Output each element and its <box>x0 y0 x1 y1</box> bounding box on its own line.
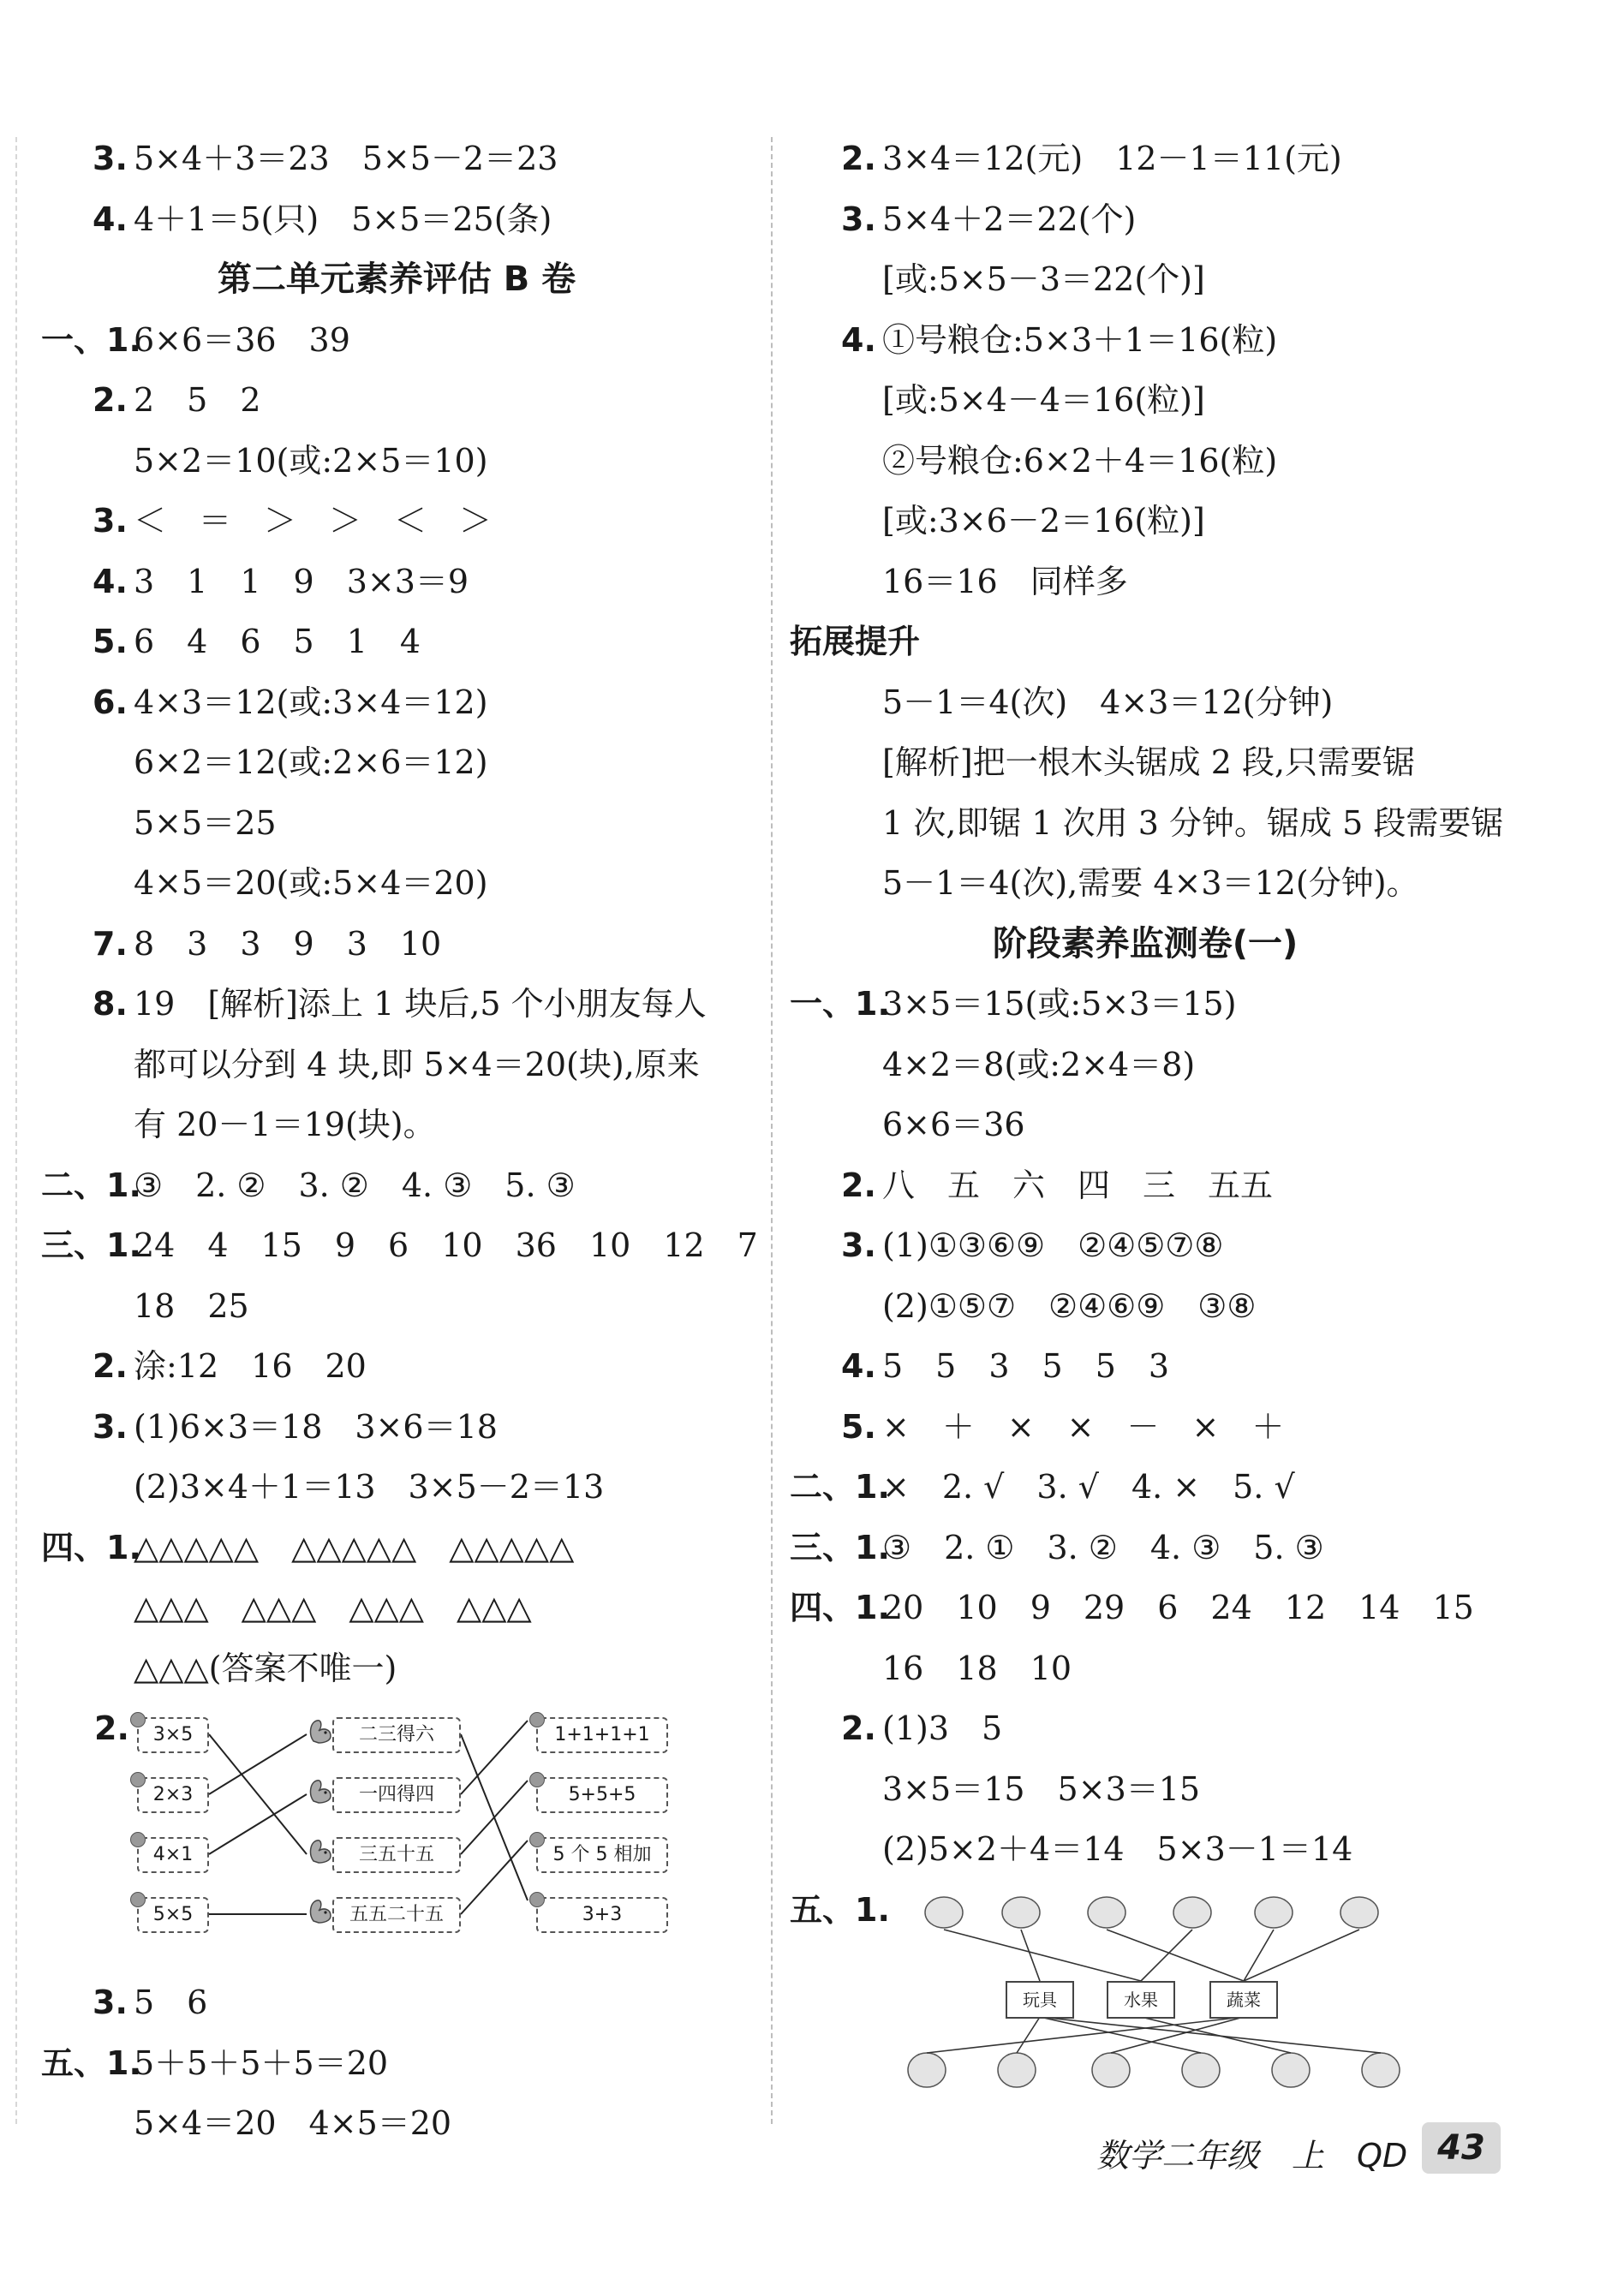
answer-line <box>790 1457 1501 1518</box>
answer-text: (2)①⑤⑦ ②④⑥⑨ ③⑧ <box>882 1286 1257 1325</box>
answer-text: 6×6＝36 39 <box>134 320 350 359</box>
match-box-right: 5 个 5 相加 <box>536 1837 668 1873</box>
answer-text: ③ 2. ① 3. ② 4. ③ 5. ③ <box>882 1528 1324 1566</box>
answer-text: △△△(答案不唯一) <box>134 1649 397 1687</box>
answer-line <box>41 1972 752 2033</box>
question-number: 4. <box>93 562 128 600</box>
match-box-right: 1+1+1+1 <box>536 1717 668 1753</box>
subsection-heading: 拓展提升 <box>790 623 921 660</box>
answer-text: [解析]把一根木头锯成 2 段,只需要锯 <box>882 743 1416 781</box>
carrot-icon <box>1255 1897 1293 1928</box>
squirrel-icon <box>308 1775 334 1805</box>
question-number: 3. <box>841 200 876 238</box>
answer-text: 4＋1＝5(只) 5×5＝25(条) <box>134 200 552 238</box>
answer-line <box>790 1518 1501 1578</box>
answer-line <box>790 672 1501 733</box>
category-box: 蔬菜 <box>1209 1981 1278 2019</box>
answer-line <box>41 1155 752 1216</box>
answer-text: 24 4 15 9 6 10 36 10 12 7 <box>134 1226 758 1264</box>
eggplant-icon <box>1340 1897 1378 1928</box>
answer-text: 5 6 <box>134 1984 208 2021</box>
answer-line <box>790 1095 1501 1155</box>
question-number: 一、1. <box>41 320 141 359</box>
pin-icon <box>130 1832 146 1847</box>
answer-text: 20 10 9 29 6 24 12 14 15 <box>882 1589 1474 1626</box>
strawberry-icon <box>1272 2053 1310 2087</box>
classify-line <box>1141 1930 1192 1981</box>
pin-icon <box>529 1832 545 1847</box>
question-number: 五、1. <box>41 2043 141 2082</box>
classify-line <box>1017 2017 1040 2053</box>
answer-text: 5×5＝25 <box>134 803 277 842</box>
answer-text: 8 3 3 9 3 10 <box>134 924 442 963</box>
answer-text: (1)3 5 <box>882 1709 1003 1747</box>
answer-text: 18 25 <box>134 1286 249 1325</box>
question-number: 四、1. <box>41 1528 141 1566</box>
answer-text: 4×5＝20(或:5×4＝20) <box>134 864 488 902</box>
question-number: 4. <box>841 320 876 359</box>
question-number: 二、1. <box>41 1166 141 1204</box>
answer-text: 5×2＝10(或:2×5＝10) <box>134 441 488 480</box>
question-number: 5. <box>841 1407 876 1446</box>
answer-text: 八 五 六 四 三 五五 <box>882 1166 1274 1204</box>
match-box-right: 5+5+5 <box>536 1777 668 1813</box>
answer-line <box>790 552 1501 612</box>
answer-line <box>41 491 752 552</box>
answer-text: [或:3×6－2＝16(粒)] <box>882 502 1205 540</box>
classify-line <box>1021 1930 1040 1981</box>
page-edge <box>15 137 17 2124</box>
pin-icon <box>130 1712 146 1727</box>
classify-line <box>1107 1930 1244 1981</box>
answer-line <box>41 1215 758 1276</box>
answer-text: (1)①③⑥⑨ ②④⑤⑦⑧ <box>882 1226 1224 1264</box>
dragon-toy-icon <box>1362 2053 1400 2087</box>
classify-line <box>1244 1930 1274 1981</box>
answer-line <box>41 370 752 431</box>
classify-line <box>944 1930 1141 1981</box>
answer-line <box>790 974 1501 1035</box>
answer-text: ②号粮仓:6×2＋4＝16(粒) <box>882 441 1278 480</box>
answer-line <box>41 672 752 733</box>
vegetable-icon <box>1092 2053 1130 2087</box>
question-number: 8. <box>93 985 128 1023</box>
question-number: 3. <box>93 502 128 540</box>
answer-text: 2 5 2 <box>134 381 261 419</box>
answer-text: 5×4＝20 4×5＝20 <box>134 2104 452 2142</box>
question-number: 一、1. <box>790 985 890 1023</box>
answer-line <box>41 1518 752 1578</box>
question-number: 四、1. <box>790 1589 890 1626</box>
category-box: 玩具 <box>1006 1981 1074 2019</box>
answer-line <box>790 1578 1501 1638</box>
classify-line <box>1244 1930 1359 1981</box>
answer-line <box>41 1336 752 1397</box>
match-box-middle: 二三得六 <box>332 1717 461 1753</box>
peach-icon <box>1173 1897 1211 1928</box>
answer-text: 有 20－1＝19(块)。 <box>134 1106 436 1143</box>
cat-toy-icon <box>1182 2053 1220 2087</box>
match-box-middle: 五五二十五 <box>332 1897 461 1933</box>
answer-text: (1)6×3＝18 3×6＝18 <box>134 1407 498 1446</box>
cabbage-icon <box>1088 1897 1125 1928</box>
answer-line <box>41 1638 752 1699</box>
pin-icon <box>130 1892 146 1907</box>
answer-line <box>790 370 1501 431</box>
answer-line <box>41 552 752 612</box>
question-number: 4. <box>93 200 128 238</box>
answer-line <box>790 1276 1501 1337</box>
pin-icon <box>130 1772 146 1787</box>
doll-icon <box>998 2053 1036 2087</box>
section-heading: 第二单元素养评估 B 卷 <box>217 260 576 299</box>
answer-text: 4×2＝8(或:2×4＝8) <box>882 1045 1196 1083</box>
squirrel-icon <box>308 1895 334 1924</box>
question-number: 2. <box>93 381 128 419</box>
answer-text: 3×4＝12(元) 12－1＝11(元) <box>882 140 1342 177</box>
answer-text: [或:5×4－4＝16(粒)] <box>882 381 1205 419</box>
answer-text: 5－1＝4(次) 4×3＝12(分钟) <box>882 683 1334 721</box>
answer-text: 6 4 6 5 1 4 <box>134 623 421 660</box>
answer-line <box>41 431 752 492</box>
answer-line <box>790 1819 1501 1880</box>
answer-text: (2)5×2＋4＝14 5×3－1＝14 <box>882 1830 1353 1868</box>
question-number: 5. <box>93 623 128 660</box>
question-number: 二、1. <box>790 1468 890 1506</box>
answer-line <box>790 1215 1501 1276</box>
answer-text: 3 1 1 9 3×3＝9 <box>134 562 469 600</box>
answer-line <box>790 189 1501 250</box>
mushroom-icon <box>908 2053 946 2087</box>
answer-text: 5－1＝4(次),需要 4×3＝12(分钟)。 <box>882 864 1419 902</box>
answer-line <box>41 853 752 914</box>
category-box: 水果 <box>1107 1981 1175 2019</box>
question-number: 3. <box>93 1407 128 1446</box>
answer-text: [或:5×5－3＝22(个)] <box>882 260 1205 298</box>
answer-line <box>41 914 752 975</box>
answer-text: 5×4＋3＝23 5×5－2＝23 <box>134 140 558 177</box>
answer-line <box>790 128 1501 189</box>
answer-text: ＜ ＝ ＞ ＞ ＜ ＞ <box>134 502 493 540</box>
watermelon-icon <box>925 1897 963 1928</box>
answer-line <box>41 974 752 1035</box>
answer-text: ③ 2. ② 3. ② 4. ③ 5. ③ <box>134 1166 576 1204</box>
match-box-left: 5×5 <box>137 1897 209 1933</box>
question-number: 3. <box>93 140 128 177</box>
question-number: 7. <box>93 924 128 963</box>
pin-icon <box>529 1772 545 1787</box>
answer-text: ①号粮仓:5×3＋1＝16(粒) <box>882 320 1278 359</box>
answer-text: △△△△△ △△△△△ △△△△△ <box>134 1528 575 1566</box>
answer-text: 5＋5＋5＋5＝20 <box>134 2043 389 2082</box>
page-number: 43 <box>1422 2122 1501 2174</box>
answer-line <box>790 1759 1501 1820</box>
answer-line <box>41 612 752 672</box>
answer-line <box>790 1336 1501 1397</box>
question-number: 4. <box>841 1347 876 1385</box>
answer-text: (2)3×4＋1＝13 3×5－2＝13 <box>134 1468 605 1506</box>
match-line <box>209 1734 307 1794</box>
answer-line <box>41 1578 752 1638</box>
answer-line <box>41 793 752 854</box>
classification-diagram <box>790 1880 1501 2111</box>
answer-line <box>41 2093 752 2154</box>
answer-line <box>790 1035 1501 1095</box>
match-box-left: 4×1 <box>137 1837 209 1873</box>
match-box-right: 3+3 <box>536 1897 668 1933</box>
answer-text: 6×6＝36 <box>882 1106 1025 1143</box>
answer-text: 5 5 3 5 5 3 <box>882 1347 1170 1385</box>
answer-text: 都可以分到 4 块,即 5×4＝20(块),原来 <box>134 1045 700 1083</box>
question-number: 三、1. <box>790 1528 890 1566</box>
answer-line <box>790 853 1501 914</box>
answer-text: 5×4＋2＝22(个) <box>882 200 1137 238</box>
question-number: 3. <box>841 1226 876 1264</box>
answer-line <box>790 1638 1501 1699</box>
answer-line <box>41 310 752 371</box>
pin-icon <box>529 1712 545 1727</box>
answer-line <box>790 1698 1501 1759</box>
footer-text: 数学二年级 上 QD <box>1096 2137 1408 2175</box>
answer-line <box>790 310 1501 371</box>
question-number: 2. <box>841 140 876 177</box>
answer-line <box>41 1397 752 1458</box>
answer-line <box>41 1095 752 1155</box>
answer-text: 16 18 10 <box>882 1649 1072 1687</box>
answer-line <box>41 1457 752 1518</box>
answer-text: 涂:12 16 20 <box>134 1347 367 1385</box>
answer-text: 3×5＝15 5×3＝15 <box>882 1769 1201 1808</box>
section-heading: 阶段素养监测卷(一) <box>992 923 1299 964</box>
question-number: 2. <box>841 1166 876 1204</box>
question-number: 三、1. <box>41 1226 141 1264</box>
pin-icon <box>529 1892 545 1907</box>
answer-text: 1 次,即锯 1 次用 3 分钟。锯成 5 段需要锯 <box>882 803 1504 842</box>
answer-text: 3×5＝15(或:5×3＝15) <box>882 985 1237 1023</box>
question-number: 2. <box>94 1709 129 1747</box>
duck-toy-icon <box>1002 1897 1040 1928</box>
match-line <box>461 1781 528 1854</box>
answer-text: × 2. √ 3. √ 4. × 5. √ <box>882 1468 1295 1506</box>
answer-line <box>41 2033 752 2094</box>
answer-line <box>41 189 752 250</box>
question-number: 6. <box>93 683 128 721</box>
match-line <box>209 1734 307 1854</box>
answer-line <box>790 1397 1501 1458</box>
right-column <box>790 128 1504 2111</box>
answer-line <box>790 249 1501 310</box>
answer-text: 6×2＝12(或:2×6＝12) <box>134 743 488 781</box>
answer-line <box>790 793 1504 854</box>
match-box-middle: 一四得四 <box>332 1777 461 1813</box>
squirrel-icon <box>308 1715 334 1745</box>
left-column <box>41 128 758 2154</box>
answer-text: 4×3＝12(或:3×4＝12) <box>134 683 488 721</box>
answer-line <box>790 732 1501 793</box>
squirrel-icon <box>308 1835 334 1864</box>
answer-text: △△△ △△△ △△△ △△△ <box>134 1589 532 1626</box>
matching-diagram <box>41 1698 752 1972</box>
answer-text: 16＝16 同样多 <box>882 562 1128 600</box>
match-box-left: 3×5 <box>137 1717 209 1753</box>
match-box-left: 2×3 <box>137 1777 209 1813</box>
answer-line <box>790 491 1501 552</box>
answer-text: × ＋ × × － × ＋ <box>882 1407 1285 1446</box>
answer-line <box>790 1155 1501 1216</box>
question-number: 2. <box>841 1709 876 1747</box>
answer-line <box>790 431 1501 492</box>
question-number: 五、1. <box>790 1890 890 1929</box>
match-box-middle: 三五十五 <box>332 1837 461 1873</box>
answer-line <box>41 1035 752 1095</box>
column-divider <box>771 137 773 2124</box>
match-line <box>209 1794 307 1854</box>
answer-line <box>41 1276 752 1337</box>
question-number: 2. <box>93 1347 128 1385</box>
answer-line <box>41 128 752 189</box>
question-number: 3. <box>93 1984 128 2021</box>
answer-text: 19 [解析]添上 1 块后,5 个小朋友每人 <box>134 985 707 1023</box>
answer-line <box>41 732 752 793</box>
